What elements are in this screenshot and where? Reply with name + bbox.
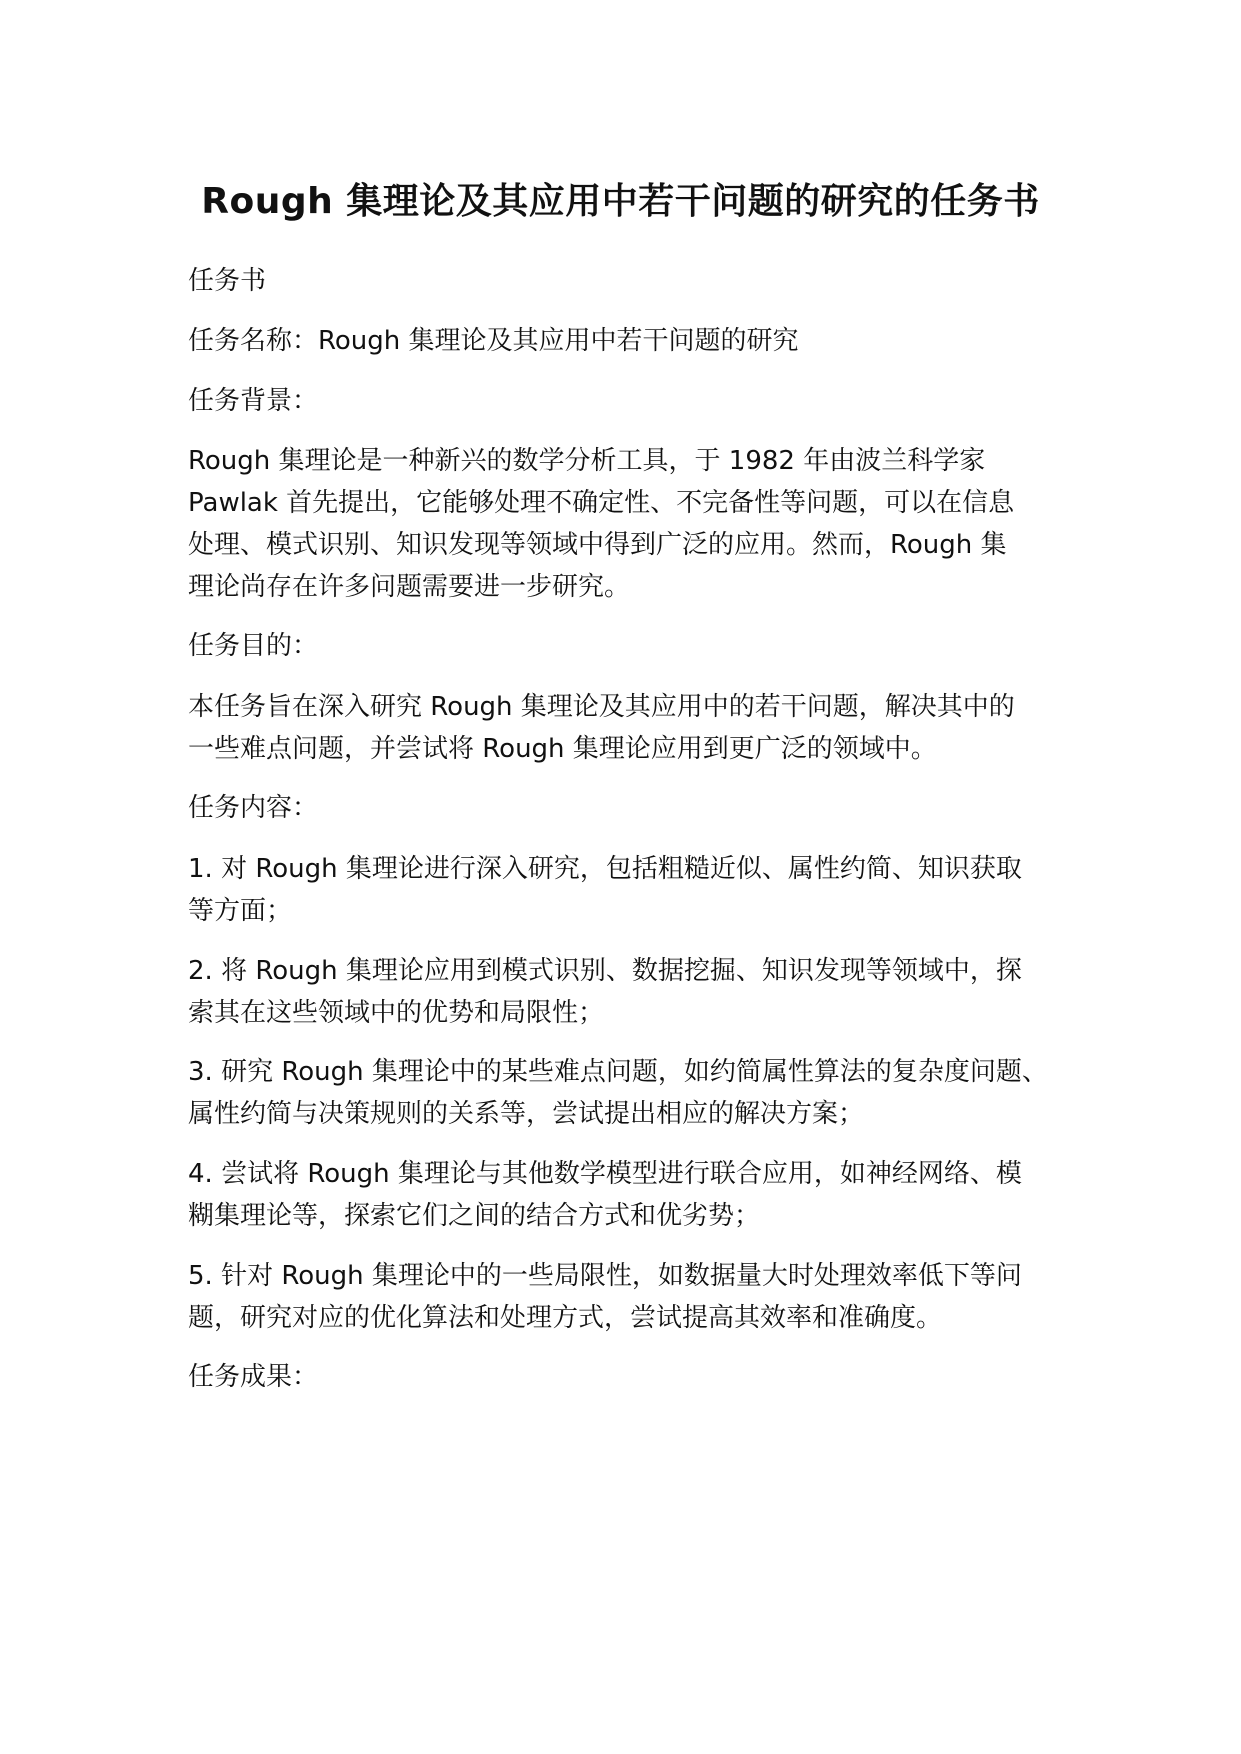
section-heading-content: 任务内容： (188, 793, 319, 823)
content-item-4-line-2: 糊集理论等，探索它们之间的结合方式和优劣势； (188, 1201, 761, 1231)
content-item-3-line-2: 属性约简与决策规则的关系等，尝试提出相应的解决方案； (188, 1099, 865, 1129)
content-item-3-line-1: 3. 研究 Rough 集理论中的某些难点问题，如约简属性算法的复杂度问题、 (188, 1057, 1048, 1087)
background-line-3: 处理、模式识别、知识发现等领域中得到广泛的应用。然而，Rough 集 (188, 530, 1007, 560)
document-title: Rough 集理论及其应用中若干问题的研究的任务书 (201, 181, 1040, 222)
content-item-5-line-1: 5. 针对 Rough 集理论中的一些局限性，如数据量大时处理效率低下等问 (188, 1261, 1022, 1291)
purpose-line-2: 一些难点问题，并尝试将 Rough 集理论应用到更广泛的领域中。 (188, 734, 937, 764)
section-heading-purpose: 任务目的： (188, 631, 319, 661)
background-line-4: 理论尚存在许多问题需要进一步研究。 (188, 572, 631, 602)
section-heading-background: 任务背景： (188, 386, 319, 416)
background-line-2: Pawlak 首先提出，它能够处理不确定性、不完备性等问题，可以在信息 (188, 488, 1015, 518)
section-heading-task-book: 任务书 (188, 266, 267, 296)
content-item-1-line-2: 等方面； (188, 896, 293, 926)
content-item-2-line-1: 2. 将 Rough 集理论应用到模式识别、数据挖掘、知识发现等领域中，探 (188, 956, 1022, 986)
task-name-line: 任务名称：Rough 集理论及其应用中若干问题的研究 (188, 326, 799, 356)
background-line-1: Rough 集理论是一种新兴的数学分析工具，于 1982 年由波兰科学家 (188, 446, 986, 476)
section-heading-results: 任务成果： (188, 1362, 319, 1392)
content-item-4-line-1: 4. 尝试将 Rough 集理论与其他数学模型进行联合应用，如神经网络、模 (188, 1159, 1022, 1189)
purpose-line-1: 本任务旨在深入研究 Rough 集理论及其应用中的若干问题，解决其中的 (188, 692, 1015, 722)
content-item-2-line-2: 索其在这些领域中的优势和局限性； (188, 998, 605, 1028)
content-item-1-line-1: 1. 对 Rough 集理论进行深入研究，包括粗糙近似、属性约简、知识获取 (188, 854, 1022, 884)
content-item-5-line-2: 题，研究对应的优化算法和处理方式，尝试提高其效率和准确度。 (188, 1303, 943, 1333)
